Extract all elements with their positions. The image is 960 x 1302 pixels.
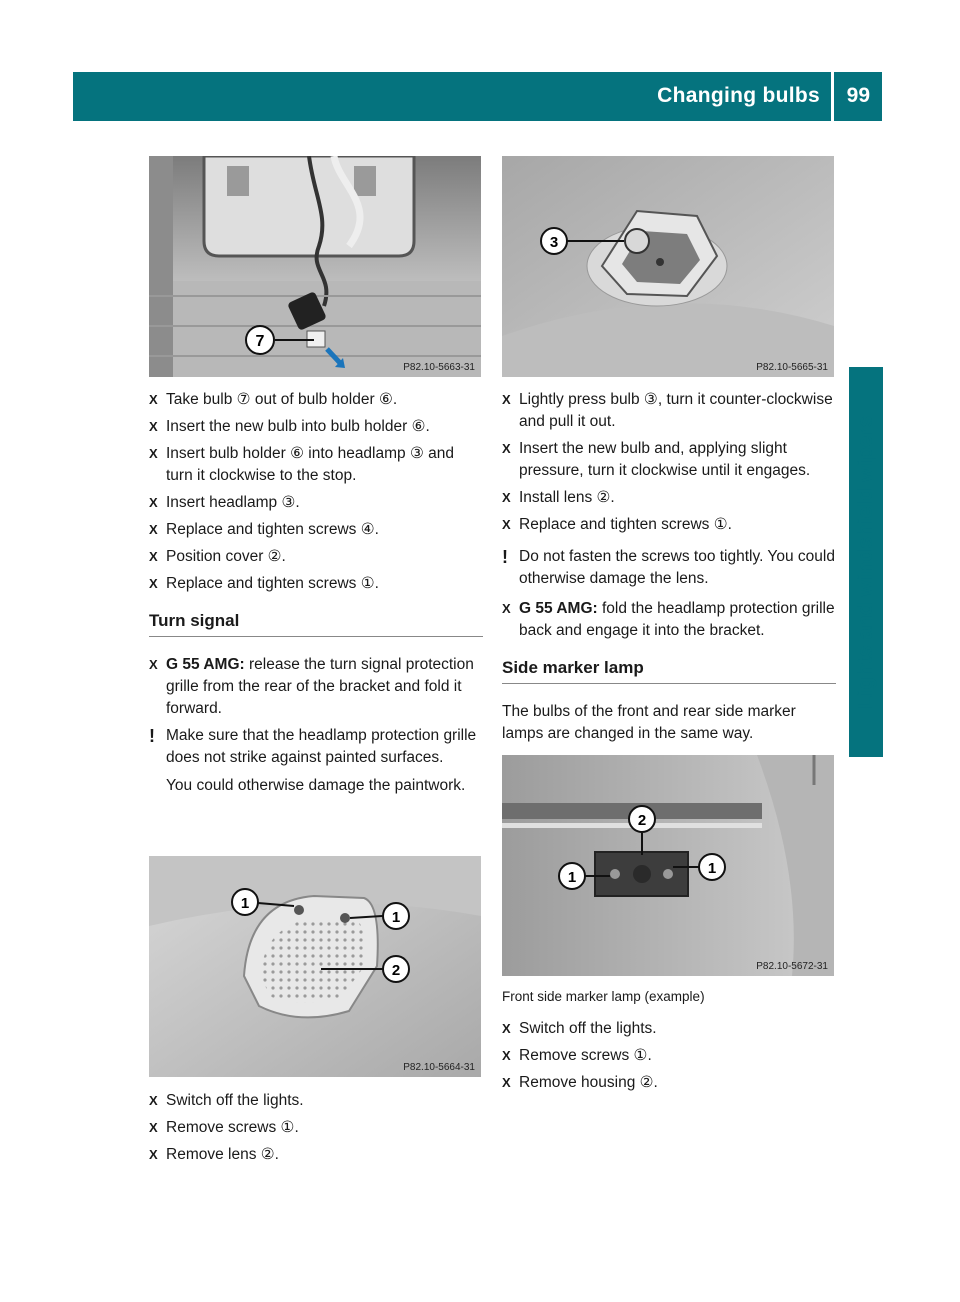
figure-turn-signal <box>149 856 481 1077</box>
step-arrow-icon: X <box>502 601 511 616</box>
instruction-step: X Take bulb ⑦ out of bulb holder ⑥. <box>149 389 483 411</box>
step-arrow-icon: X <box>149 576 158 591</box>
callout-1: 1 <box>391 909 401 926</box>
section-heading-turn-signal: Turn signal <box>149 611 483 637</box>
step-arrow-icon: X <box>149 446 158 461</box>
figure-bulb-holder <box>149 156 481 377</box>
figure-code: P82.10-5665-31 <box>756 362 828 373</box>
instruction-step: X Insert bulb holder ⑥ into headlamp ③ and turn it clockwise to the stop. <box>149 445 455 484</box>
step-arrow-icon: X <box>502 1048 511 1063</box>
left-column-steps-b <box>149 1090 483 1171</box>
intro-paragraph: The bulbs of the front and rear side marker lamps are changed in the same way. <box>502 703 796 742</box>
instruction-step: X Replace and tighten screws ④. <box>149 519 483 541</box>
figure-code: P82.10-5663-31 <box>403 362 475 373</box>
instruction-step: X Lightly press bulb ③, turn it counter-clockwise and pull it out. <box>502 391 833 430</box>
warning-icon: ! <box>149 726 155 746</box>
callout-2: 2 <box>391 962 401 979</box>
chapter-tab-label: Lights and windshield wipers <box>854 415 877 709</box>
instruction-step: X G 55 AMG: release the turn signal protection grille from the rear of the bracket and fold it forward. <box>149 656 474 717</box>
figure-caption: Front side marker lamp (example) <box>502 989 705 1004</box>
step-arrow-icon: X <box>149 419 158 434</box>
step-arrow-icon: X <box>149 495 158 510</box>
page-header <box>73 72 882 121</box>
section-title: Changing bulbs <box>657 84 820 107</box>
step-arrow-icon: X <box>149 392 158 407</box>
instruction-step: X Remove screws ①. <box>502 1045 836 1067</box>
step-arrow-icon: X <box>502 517 511 532</box>
step-arrow-icon: X <box>149 1147 158 1162</box>
step-arrow-icon: X <box>502 1021 511 1036</box>
instruction-step: X Replace and tighten screws ①. <box>502 514 836 536</box>
left-column-steps <box>149 389 483 802</box>
figure-headlamp-bulb <box>502 156 834 377</box>
callout-3: 3 <box>549 234 559 251</box>
step-arrow-icon: X <box>149 1120 158 1135</box>
step-arrow-icon: X <box>502 441 511 456</box>
step-arrow-icon: X <box>502 490 511 505</box>
step-arrow-icon: X <box>502 1075 511 1090</box>
page-number: 99 <box>846 84 870 107</box>
instruction-step: X Remove screws ①. <box>149 1117 483 1139</box>
callout-7: 7 <box>255 333 265 350</box>
warning-icon: ! <box>502 547 508 567</box>
instruction-step: X G 55 AMG: fold the headlamp protection grille back and engage it into the bracket. <box>502 600 835 639</box>
figure-code: P82.10-5672-31 <box>756 961 828 972</box>
instruction-step: X Replace and tighten screws ①. <box>149 573 483 595</box>
callout-1: 1 <box>240 895 250 912</box>
warning-note: ! Make sure that the headlamp protection grille does not strike against painted surfaces. You could otherwise damage the paintwork. <box>149 726 477 794</box>
step-arrow-icon: X <box>149 1093 158 1108</box>
instruction-step: X Insert the new bulb and, applying slight pressure, turn it clockwise until it engages. <box>502 440 811 479</box>
callout-2: 2 <box>637 812 647 829</box>
step-arrow-icon: X <box>502 392 511 407</box>
figure-code: P82.10-5664-31 <box>403 1062 475 1073</box>
instruction-step: X Position cover ②. <box>149 546 483 568</box>
callout-1: 1 <box>567 869 577 886</box>
header-divider <box>831 72 834 121</box>
section-heading-side-marker: Side marker lamp <box>502 658 836 684</box>
right-column-steps-b <box>502 976 836 1099</box>
instruction-step: X Switch off the lights. <box>502 1018 836 1040</box>
instruction-step: X Install lens ②. <box>502 487 836 509</box>
instruction-step: X Insert headlamp ③. <box>149 492 483 514</box>
callout-1: 1 <box>707 860 717 877</box>
instruction-step: X Switch off the lights. <box>149 1090 483 1112</box>
warning-note: ! Do not fasten the screws too tightly. You could otherwise damage the lens. <box>502 547 835 587</box>
step-arrow-icon: X <box>149 657 158 672</box>
instruction-step: X Remove housing ②. <box>502 1072 836 1094</box>
right-column-steps <box>502 389 836 755</box>
instruction-step: X Insert the new bulb into bulb holder ⑥. <box>149 416 483 438</box>
figure-side-marker <box>502 755 834 976</box>
step-arrow-icon: X <box>149 549 158 564</box>
step-arrow-icon: X <box>149 522 158 537</box>
instruction-step: X Remove lens ②. <box>149 1144 483 1166</box>
